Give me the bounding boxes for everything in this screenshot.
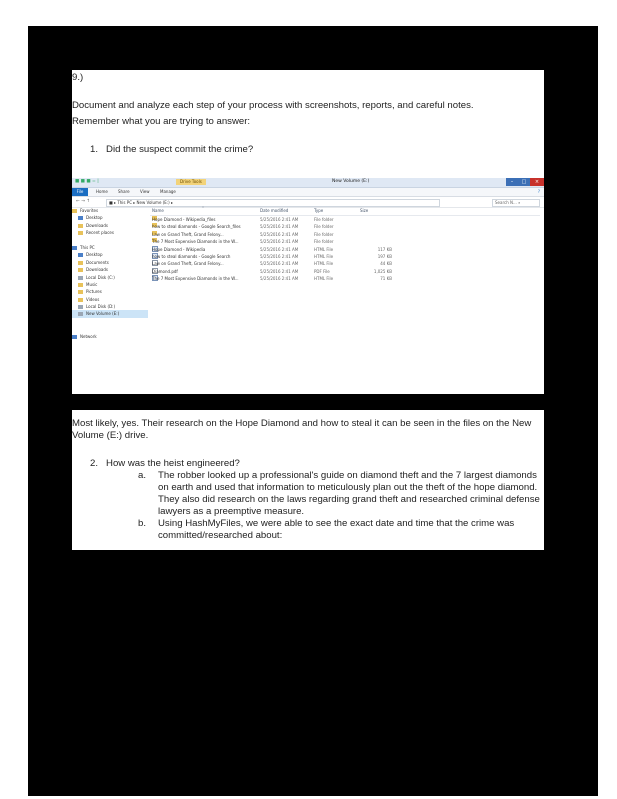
section-heading: 9.): [72, 72, 84, 83]
file-date: 5/25/2016 2:41 AM: [260, 246, 299, 252]
nav-item-videos[interactable]: Videos: [72, 296, 148, 303]
file-list-header: [150, 207, 540, 216]
column-header-type[interactable]: Type: [314, 208, 324, 213]
question-2-text: How was the heist engineered?: [106, 458, 240, 469]
ribbon-tab-share[interactable]: Share: [118, 189, 130, 194]
nav-item-documents[interactable]: Documents: [72, 259, 148, 266]
file-row[interactable]: Hope Diamond - Wikipedia_files 5/25/2016 2:41 AM File folder: [152, 217, 334, 222]
sort-arrow-icon: ˄: [202, 206, 204, 211]
file-row[interactable]: The 7 Most Expensive Diamonds in the W... 5/25/2016 2:41 AM HTML File 71 KB: [152, 276, 392, 282]
ribbon-tabs: [72, 188, 544, 197]
file-date: 5/25/2016 2:41 AM: [260, 253, 299, 259]
folder-icon: [78, 290, 83, 294]
nav-item-network[interactable]: Network: [72, 333, 148, 340]
folder-icon: [78, 216, 83, 220]
file-type: HTML File: [314, 276, 334, 282]
file-type: File folder: [314, 224, 334, 230]
star-icon: [72, 209, 77, 213]
file-date: 5/25/2016 2:41 AM: [260, 217, 299, 222]
column-header-name[interactable]: Name: [152, 208, 164, 213]
nav-item-downloads-pc[interactable]: Downloads: [72, 266, 148, 273]
file-date: 5/25/2016 2:41 AM: [260, 231, 299, 237]
file-row[interactable]: Law on Grand Theft, Grand Felony... 5/25/2016 2:41 AM File folder: [152, 231, 334, 237]
drive-icon: [78, 312, 83, 316]
file-row[interactable]: Law on Grand Theft, Grand Felony... 5/25/2016 2:41 AM HTML File 44 KB: [152, 261, 392, 267]
file-size: 71 KB: [380, 276, 392, 282]
ribbon-tab-view[interactable]: View: [140, 189, 150, 194]
window-title: New Volume (E:): [332, 179, 370, 184]
question-1: [72, 144, 544, 156]
maximize-icon[interactable]: □: [518, 178, 530, 186]
file-size: 44 KB: [380, 261, 392, 267]
nav-spacer: [72, 325, 148, 332]
file-explorer-screenshot: [72, 178, 544, 394]
sub-item-a: [72, 470, 544, 518]
file-type: PDF File: [314, 268, 330, 274]
drive-tools-tab[interactable]: Drive Tools: [176, 179, 206, 185]
answers-section: [72, 410, 544, 550]
file-row[interactable]: how to steal diamonds - Google Search 5/25/2016 2:41 AM HTML File 197 KB: [152, 253, 392, 259]
nav-item-favorites[interactable]: Favorites: [72, 207, 148, 214]
file-type: HTML File: [314, 246, 334, 252]
file-size: 1,025 KB: [373, 268, 392, 274]
nav-item-music[interactable]: Music: [72, 281, 148, 288]
help-icon[interactable]: ?: [537, 189, 540, 194]
address-bar[interactable]: ■ ▸ This PC ▸ New Volume (E:) ▸: [106, 199, 440, 207]
network-icon: [72, 335, 77, 339]
folder-icon: [78, 298, 83, 302]
answer-1: Most likely, yes. Their research on the Hope Diamond and how to steal it can be seen in the files on the New Volume (E:) drive.: [72, 418, 532, 441]
question-2: [72, 458, 544, 470]
file-rows: [150, 216, 540, 283]
file-date: 5/25/2016 2:41 AM: [260, 276, 299, 282]
file-size: 197 KB: [377, 253, 392, 259]
file-size: 117 KB: [377, 246, 392, 252]
nav-item-desktop-pc[interactable]: Desktop: [72, 251, 148, 258]
column-header-size[interactable]: Size: [360, 208, 369, 213]
explorer-titlebar: [72, 178, 544, 188]
file-date: 5/25/2016 2:41 AM: [260, 261, 299, 267]
sub-item-b-text: Using HashMyFiles, we were able to see the exact date and time that the crime was committed/researched about:: [158, 518, 515, 541]
file-row[interactable]: Diamond.pdf 5/25/2016 2:41 AM PDF File 1,025 KB: [152, 268, 392, 274]
folder-icon: [78, 268, 83, 272]
file-list: [150, 207, 540, 394]
folder-icon: [78, 283, 83, 287]
folder-icon: [78, 261, 83, 265]
file-date: 5/25/2016 2:41 AM: [260, 268, 299, 274]
close-icon[interactable]: ×: [530, 178, 544, 186]
sub-item-b: [72, 518, 544, 542]
file-row[interactable]: how to steal diamonds - Google Search_files 5/25/2016 2:41 AM File folder: [152, 224, 334, 230]
file-type: File folder: [314, 231, 334, 237]
drive-icon: [78, 305, 83, 309]
nav-item-local-disk-d[interactable]: Local Disk (D:): [72, 303, 148, 310]
nav-item-local-disk-c[interactable]: Local Disk (C:): [72, 274, 148, 281]
nav-item-recent-places[interactable]: Recent places: [72, 229, 148, 236]
file-date: 5/25/2016 2:41 AM: [260, 239, 299, 245]
file-type: File folder: [314, 239, 334, 245]
intro-line-2: Remember what you are trying to answer:: [72, 116, 251, 127]
navigation-arrows[interactable]: ← → ↑: [76, 199, 91, 204]
intro-section: [72, 70, 544, 178]
nav-spacer: [72, 237, 148, 244]
folder-icon: [78, 224, 83, 228]
nav-item-desktop[interactable]: Desktop: [72, 214, 148, 221]
nav-item-new-volume-e[interactable]: New Volume (E:): [72, 310, 148, 317]
sub-item-a-marker: a.: [138, 470, 147, 481]
question-1-number: 1.: [90, 144, 99, 155]
search-box[interactable]: Search N... ⌕: [492, 199, 540, 207]
column-header-date[interactable]: Date modified: [260, 208, 289, 213]
intro-line-1: Document and analyze each step of your process with screenshots, reports, and careful notes.: [72, 100, 474, 111]
minimize-icon[interactable]: –: [506, 178, 518, 186]
file-type: HTML File: [314, 261, 334, 267]
nav-item-pictures[interactable]: Pictures: [72, 288, 148, 295]
nav-item-downloads[interactable]: Downloads: [72, 222, 148, 229]
ribbon-tab-home[interactable]: Home: [96, 189, 108, 194]
ribbon-tab-file[interactable]: File: [72, 188, 88, 196]
question-2-number: 2.: [90, 458, 99, 469]
navigation-pane: [72, 207, 148, 394]
sub-item-b-marker: b.: [138, 518, 147, 529]
question-1-text: Did the suspect commit the crime?: [106, 144, 254, 155]
file-type: HTML File: [314, 253, 334, 259]
quick-access-toolbar[interactable]: ■ ■ ■ = |: [75, 179, 99, 184]
folder-icon: [78, 231, 83, 235]
nav-item-this-pc[interactable]: This PC: [72, 244, 148, 251]
file-type: File folder: [314, 217, 334, 222]
pc-icon: [72, 246, 77, 250]
sub-item-a-text: The robber looked up a professional's guide on diamond theft and the 7 largest diamonds on earth and used that information to meticulously plan out the theft of the hope diamond. They also did research on the laws regarding grand theft and researched criminal defense lawyers as a preemptive measure.: [158, 470, 540, 517]
file-date: 5/25/2016 2:41 AM: [260, 224, 299, 230]
folder-icon: [78, 253, 83, 257]
drive-icon: [78, 276, 83, 280]
file-row[interactable]: Hope Diamond - Wikipedia 5/25/2016 2:41 AM HTML File 117 KB: [152, 246, 392, 252]
nav-spacer: [72, 318, 148, 325]
file-row[interactable]: The 7 Most Expensive Diamonds in the W... 5/25/2016 2:41 AM File folder: [152, 239, 334, 245]
ribbon-tab-manage[interactable]: Manage: [160, 189, 176, 194]
